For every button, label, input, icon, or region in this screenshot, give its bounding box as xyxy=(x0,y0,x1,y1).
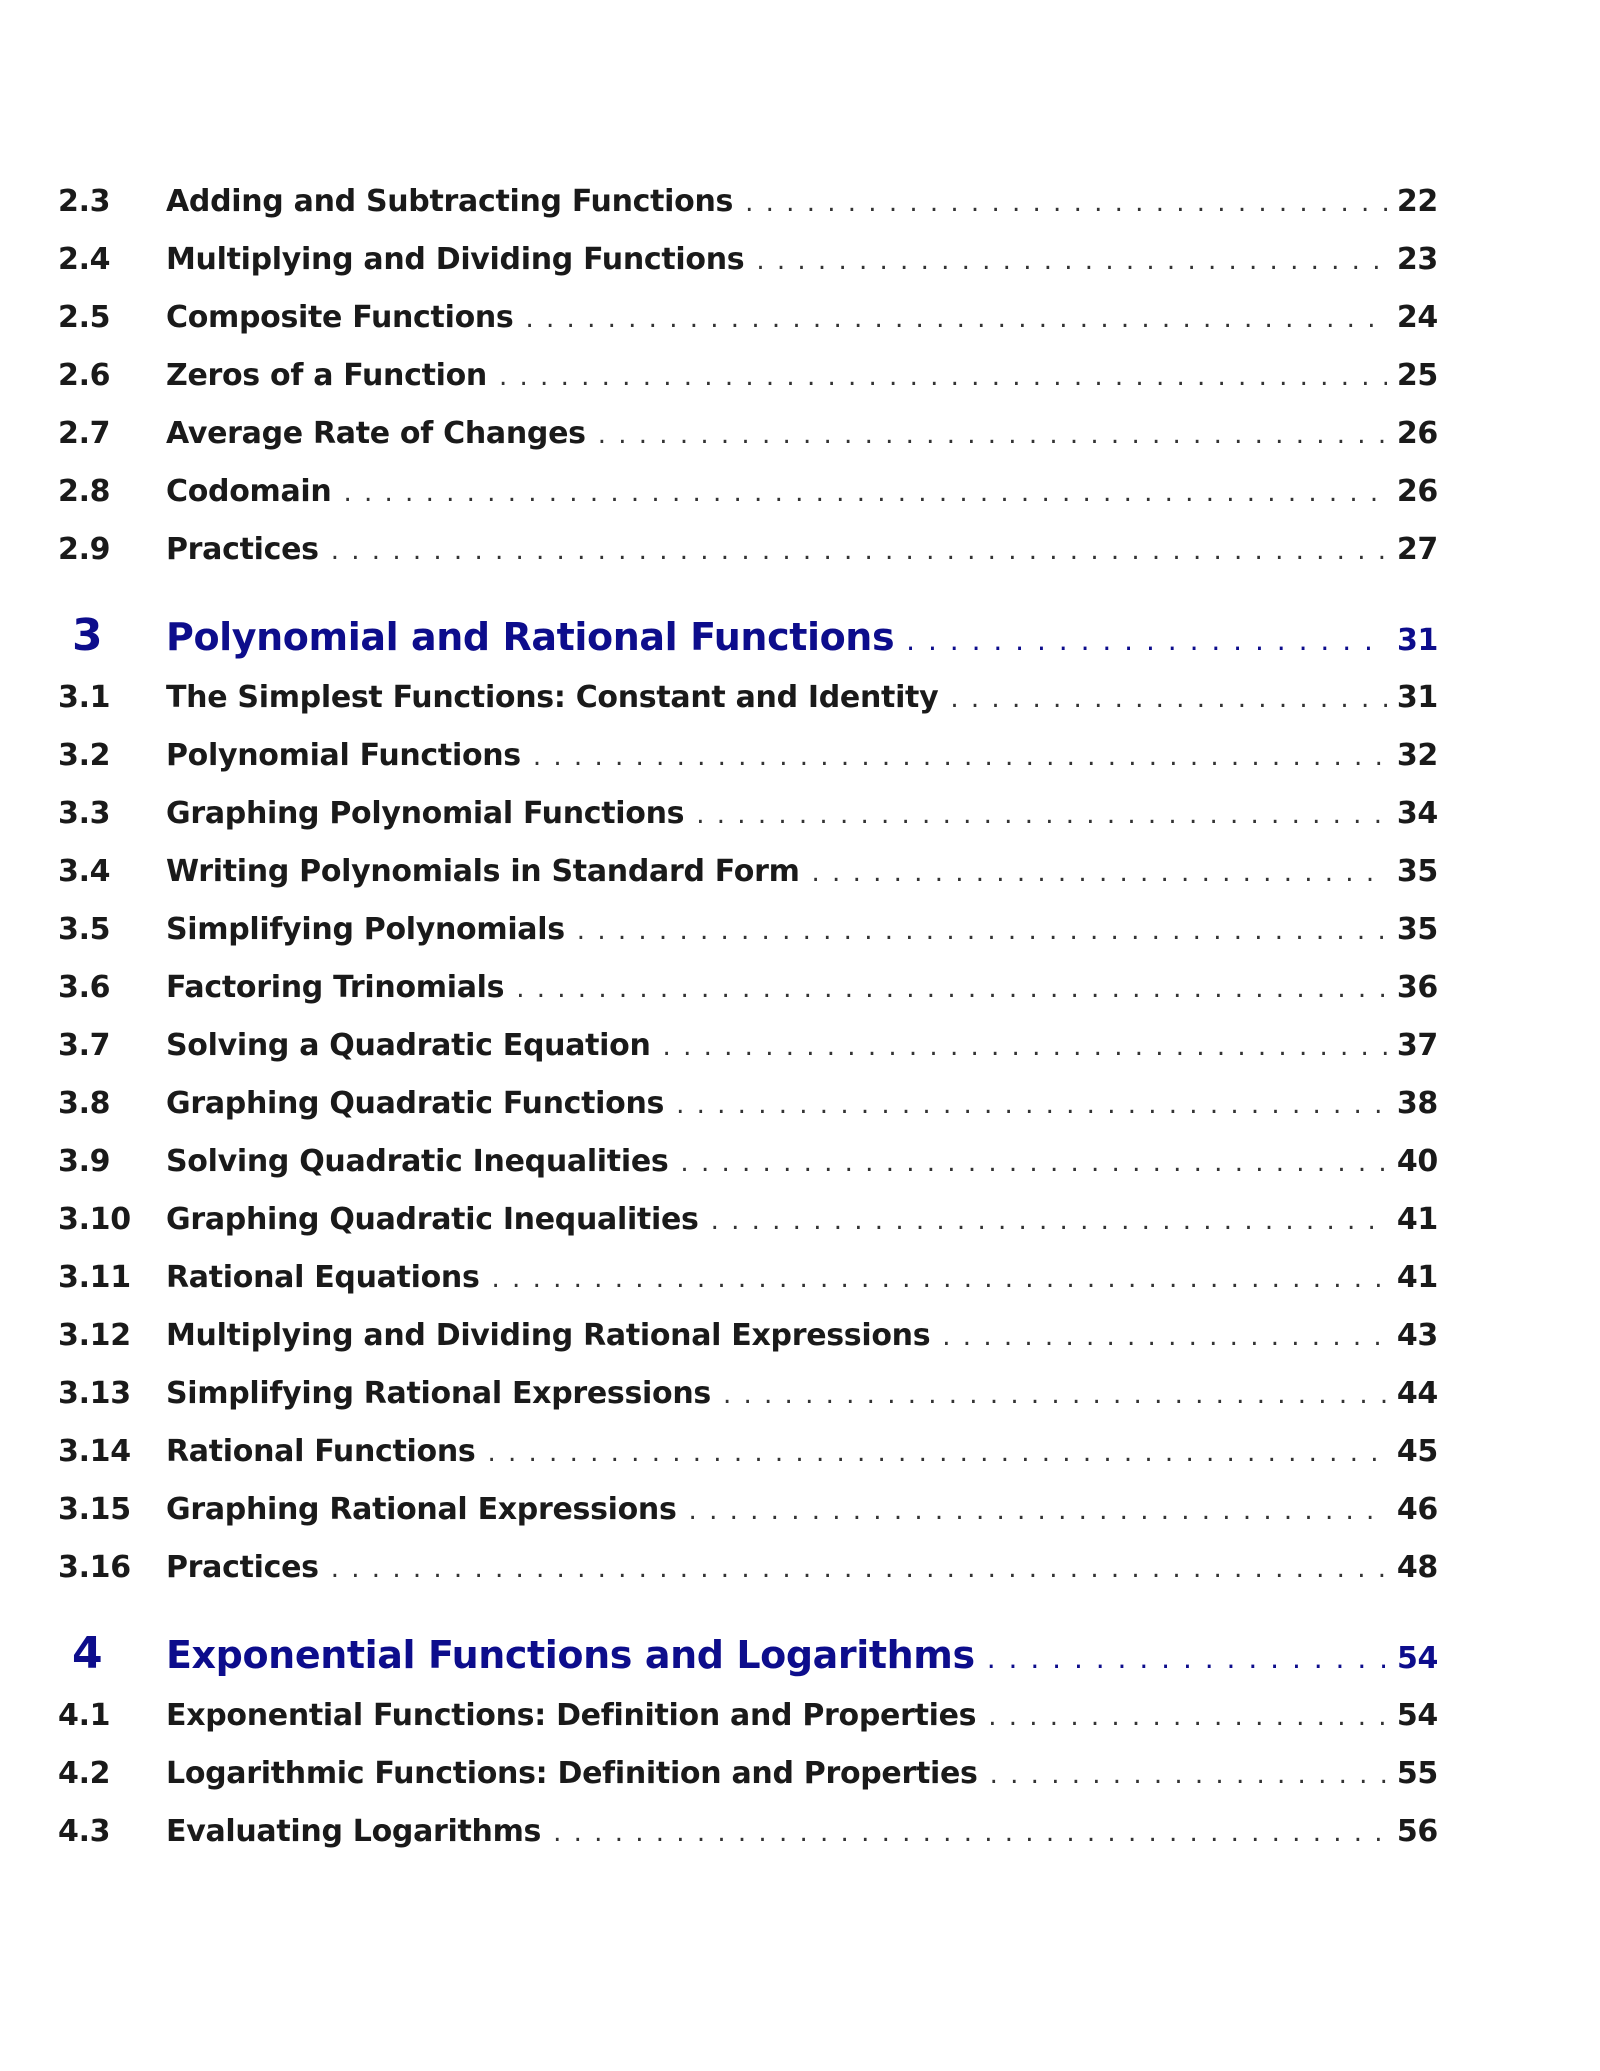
entry-title[interactable]: Codomain xyxy=(166,474,332,509)
entry-number: 2.7 xyxy=(58,416,111,451)
toc-section-entry[interactable] xyxy=(58,854,1438,912)
entry-number: 3.3 xyxy=(58,796,111,831)
entry-title[interactable]: Composite Functions xyxy=(166,300,514,335)
dot-leader xyxy=(987,1642,1387,1675)
entry-page-number[interactable]: 22 xyxy=(1396,184,1438,219)
entry-title[interactable]: Logarithmic Functions: Definition and Properties xyxy=(166,1756,978,1791)
entry-page-number[interactable]: 43 xyxy=(1396,1318,1438,1353)
toc-section-entry[interactable] xyxy=(58,1698,1438,1756)
entry-title[interactable]: Polynomial Functions xyxy=(166,738,521,773)
dot-leader xyxy=(487,1438,1386,1468)
entry-page-number[interactable]: 54 xyxy=(1397,1641,1438,1676)
toc-section-entry[interactable] xyxy=(58,680,1438,738)
entry-title[interactable]: Writing Polynomials in Standard Form xyxy=(166,854,800,889)
entry-page-number[interactable]: 35 xyxy=(1396,854,1438,889)
dot-leader xyxy=(756,246,1387,276)
entry-number: 4 xyxy=(72,1628,103,1679)
toc-section-entry[interactable] xyxy=(58,738,1438,796)
entry-title[interactable]: Rational Equations xyxy=(166,1260,480,1295)
entry-page-number[interactable]: 56 xyxy=(1396,1814,1438,1849)
toc-section-entry[interactable] xyxy=(58,300,1438,358)
dot-leader xyxy=(950,684,1386,714)
entry-number: 3.13 xyxy=(58,1376,131,1411)
entry-page-number[interactable]: 41 xyxy=(1396,1260,1438,1295)
toc-section-entry[interactable] xyxy=(58,532,1438,590)
entry-page-number[interactable]: 41 xyxy=(1396,1202,1438,1237)
dot-leader xyxy=(988,1702,1387,1732)
dot-leader xyxy=(812,858,1387,888)
entry-title[interactable]: Polynomial and Rational Functions xyxy=(166,615,895,659)
entry-number: 2.5 xyxy=(58,300,111,335)
toc-section-entry[interactable] xyxy=(58,1144,1438,1202)
toc-section-entry[interactable] xyxy=(58,184,1438,242)
toc-section-entry[interactable] xyxy=(58,1318,1438,1376)
dot-leader xyxy=(680,1148,1386,1178)
dot-leader xyxy=(533,742,1387,772)
toc-section-entry[interactable] xyxy=(58,912,1438,970)
entry-title[interactable]: Simplifying Polynomials xyxy=(166,912,565,947)
dot-leader xyxy=(526,304,1387,334)
toc-section-entry[interactable] xyxy=(58,1376,1438,1434)
dot-leader xyxy=(745,188,1387,218)
entry-number: 2.4 xyxy=(58,242,111,277)
toc-section-entry[interactable] xyxy=(58,1492,1438,1550)
entry-title[interactable]: Simplifying Rational Expressions xyxy=(166,1376,711,1411)
entry-number: 3.4 xyxy=(58,854,111,889)
dot-leader xyxy=(689,1496,1387,1526)
entry-number: 3.12 xyxy=(58,1318,131,1353)
toc-section-entry[interactable] xyxy=(58,416,1438,474)
entry-page-number[interactable]: 26 xyxy=(1396,416,1438,451)
entry-page-number[interactable]: 23 xyxy=(1396,242,1438,277)
entry-page-number[interactable]: 40 xyxy=(1396,1144,1438,1179)
dot-leader xyxy=(331,1554,1387,1584)
entry-number: 3.6 xyxy=(58,970,111,1005)
entry-page-number[interactable]: 37 xyxy=(1396,1028,1438,1063)
toc-section-entry[interactable] xyxy=(58,1028,1438,1086)
dot-leader xyxy=(553,1818,1387,1848)
toc-section-entry[interactable] xyxy=(58,1756,1438,1814)
dot-leader xyxy=(711,1206,1387,1236)
dot-leader xyxy=(598,420,1387,450)
entry-title[interactable]: Solving Quadratic Inequalities xyxy=(166,1144,669,1179)
toc-section-entry[interactable] xyxy=(58,1086,1438,1144)
toc-section-entry[interactable] xyxy=(58,1550,1438,1608)
entry-title[interactable]: Exponential Functions: Definition and Properties xyxy=(166,1698,977,1733)
entry-page-number[interactable]: 48 xyxy=(1396,1550,1438,1585)
entry-page-number[interactable]: 38 xyxy=(1396,1086,1438,1121)
dot-leader xyxy=(990,1760,1387,1790)
entry-title[interactable]: Graphing Quadratic Inequalities xyxy=(166,1202,699,1237)
entry-page-number[interactable]: 35 xyxy=(1396,912,1438,947)
entry-page-number[interactable]: 45 xyxy=(1396,1434,1438,1469)
entry-title[interactable]: Multiplying and Dividing Functions xyxy=(166,242,745,277)
dot-leader xyxy=(696,800,1387,830)
entry-title[interactable]: Practices xyxy=(166,532,319,567)
toc-section-entry[interactable] xyxy=(58,1814,1438,1872)
dot-leader xyxy=(676,1090,1387,1120)
entry-title[interactable]: Exponential Functions and Logarithms xyxy=(166,1633,975,1677)
entry-number: 3.15 xyxy=(58,1492,131,1527)
entry-page-number[interactable]: 27 xyxy=(1396,532,1438,567)
dot-leader xyxy=(516,974,1387,1004)
entry-page-number[interactable]: 26 xyxy=(1396,474,1438,509)
dot-leader xyxy=(663,1032,1387,1062)
dot-leader xyxy=(577,916,1387,946)
entry-title[interactable]: Graphing Polynomial Functions xyxy=(166,796,685,831)
entry-number: 3.10 xyxy=(58,1202,131,1237)
entry-title[interactable]: Factoring Trinomials xyxy=(166,970,505,1005)
entry-title[interactable]: The Simplest Functions: Constant and Identity xyxy=(166,680,939,715)
dot-leader xyxy=(343,478,1386,508)
entry-number: 4.3 xyxy=(58,1814,111,1849)
dot-leader xyxy=(331,536,1387,566)
entry-title[interactable]: Solving a Quadratic Equation xyxy=(166,1028,651,1063)
entry-page-number[interactable]: 31 xyxy=(1396,680,1438,715)
entry-number: 3.9 xyxy=(58,1144,111,1179)
toc-section-entry[interactable] xyxy=(58,1434,1438,1492)
dot-leader xyxy=(499,362,1387,392)
entry-number: 4.2 xyxy=(58,1756,111,1791)
dot-leader xyxy=(906,624,1387,657)
entry-page-number[interactable]: 25 xyxy=(1396,358,1438,393)
entry-title[interactable]: Zeros of a Function xyxy=(166,358,487,393)
entry-number: 3.1 xyxy=(58,680,111,715)
entry-title[interactable]: Evaluating Logarithms xyxy=(166,1814,542,1849)
entry-number: 3.5 xyxy=(58,912,111,947)
toc-chapter-entry[interactable] xyxy=(58,1628,1438,1698)
entry-page-number[interactable]: 31 xyxy=(1397,623,1438,658)
entry-number: 3.2 xyxy=(58,738,111,773)
entry-title[interactable]: Graphing Quadratic Functions xyxy=(166,1086,665,1121)
toc-chapter-entry[interactable] xyxy=(58,610,1438,680)
toc-section-entry[interactable] xyxy=(58,358,1438,416)
entry-number: 4.1 xyxy=(58,1698,111,1733)
dot-leader xyxy=(723,1380,1387,1410)
toc-section-entry[interactable] xyxy=(58,796,1438,854)
entry-number: 2.8 xyxy=(58,474,111,509)
entry-title[interactable]: Adding and Subtracting Functions xyxy=(166,184,734,219)
toc-section-entry[interactable] xyxy=(58,474,1438,532)
entry-title[interactable]: Multiplying and Dividing Rational Expressions xyxy=(166,1318,931,1353)
entry-number: 2.9 xyxy=(58,532,111,567)
toc-section-entry[interactable] xyxy=(58,1202,1438,1260)
entry-number: 3.11 xyxy=(58,1260,131,1295)
toc-section-entry[interactable] xyxy=(58,1260,1438,1318)
entry-title[interactable]: Average Rate of Changes xyxy=(166,416,586,451)
entry-page-number[interactable]: 44 xyxy=(1396,1376,1438,1411)
entry-title[interactable]: Graphing Rational Expressions xyxy=(166,1492,677,1527)
entry-number: 3.7 xyxy=(58,1028,111,1063)
dot-leader xyxy=(942,1322,1387,1352)
entry-number: 2.3 xyxy=(58,184,111,219)
entry-number: 3.14 xyxy=(58,1434,131,1469)
entry-page-number[interactable]: 34 xyxy=(1396,796,1438,831)
entry-number: 3.16 xyxy=(58,1550,131,1585)
entry-page-number[interactable]: 32 xyxy=(1396,738,1438,773)
entry-page-number[interactable]: 36 xyxy=(1396,970,1438,1005)
entry-page-number[interactable]: 46 xyxy=(1396,1492,1438,1527)
toc-section-entry[interactable] xyxy=(58,970,1438,1028)
entry-title[interactable]: Practices xyxy=(166,1550,319,1585)
entry-title[interactable]: Rational Functions xyxy=(166,1434,476,1469)
entry-page-number[interactable]: 24 xyxy=(1396,300,1438,335)
entry-page-number[interactable]: 55 xyxy=(1396,1756,1438,1791)
entry-number: 3 xyxy=(72,610,103,661)
entry-number: 3.8 xyxy=(58,1086,111,1121)
entry-page-number[interactable]: 54 xyxy=(1396,1698,1438,1733)
toc-section-entry[interactable] xyxy=(58,242,1438,300)
entry-number: 2.6 xyxy=(58,358,111,393)
dot-leader xyxy=(492,1264,1387,1294)
